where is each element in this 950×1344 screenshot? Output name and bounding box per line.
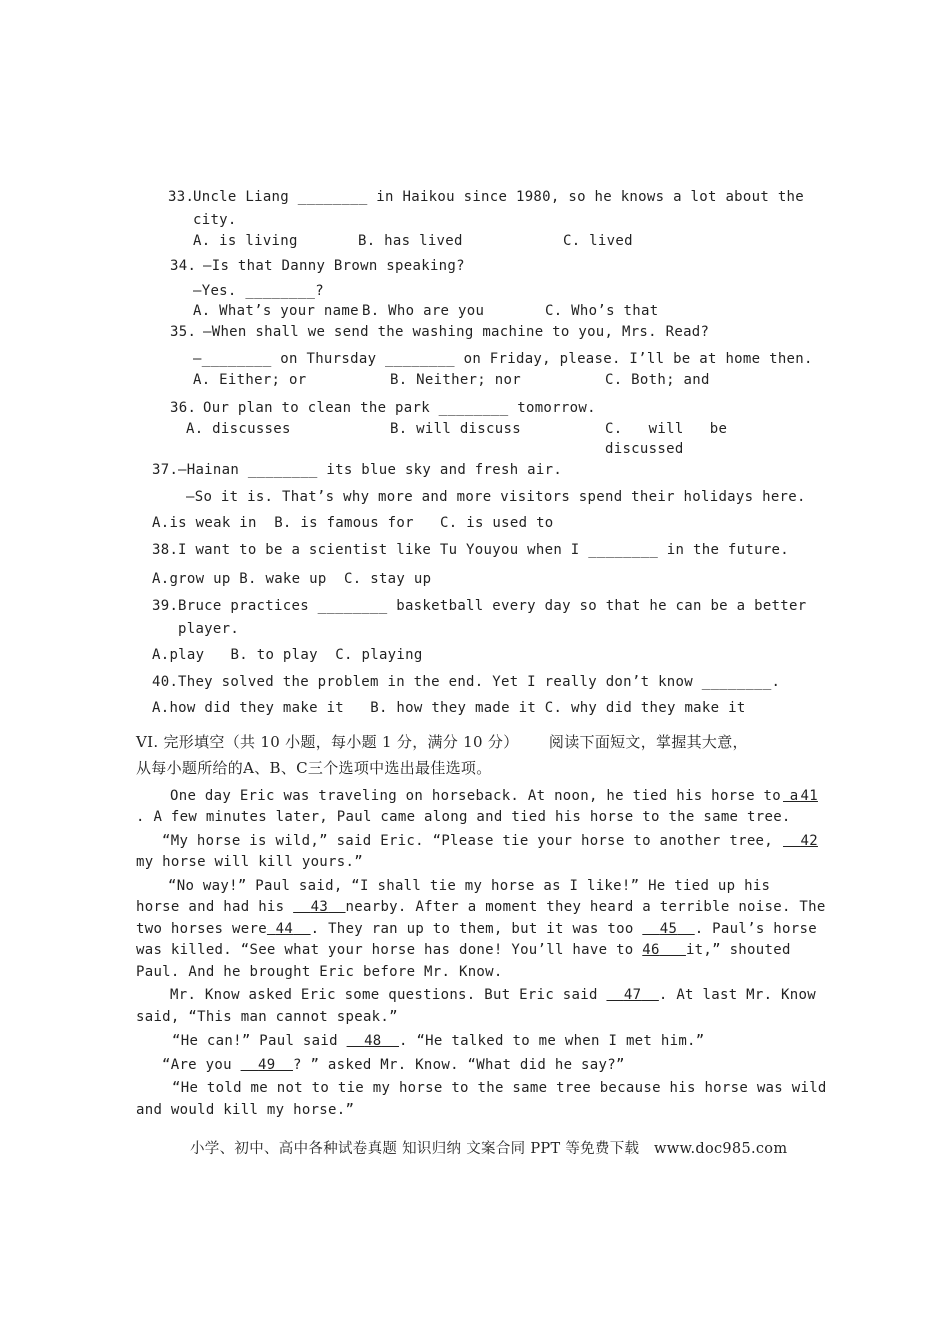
q39-stem-cont: player. [178, 621, 240, 637]
blank-42: 42 [800, 833, 818, 849]
q33-option-a: A. is living [193, 233, 298, 249]
q35-reply: —________ on Thursday ________ on Friday, please. I’ll be at home then. [193, 351, 813, 367]
q37-reply: —So it is. That’s why more and more visitors spend their holidays here. [186, 489, 806, 505]
q40-stem: They solved the problem in the end. Yet I really don’t know ________. [178, 674, 781, 690]
q37-stem: —Hainan ________ its blue sky and fresh air. [178, 462, 563, 478]
passage-line: One day Eric was traveling on horseback. At noon, he tied his horse to a [170, 788, 799, 804]
q33-stem: Uncle Liang ________ in Haikou since 1980, so he knows a lot about the [193, 189, 805, 205]
q35-option-c: C. Both; and [605, 372, 710, 388]
passage-line: “My horse is wild,” said Eric. “Please tie your horse to another tree, [162, 833, 774, 849]
passage-line: two horses were 44 . They ran up to them, but it was too 45 . Paul’s horse [136, 921, 817, 937]
blank-41: 41 [800, 788, 818, 804]
passage-line: horse and had his 43 nearby. After a moment they heard a terrible noise. The [136, 899, 826, 915]
q36-option-c: C. will be [605, 421, 728, 437]
q36-number: 36. [170, 400, 197, 416]
passage-line: . A few minutes later, Paul came along and tied his horse to the same tree. [136, 809, 791, 825]
passage-line: Mr. Know asked Eric some questions. But Eric said 47 . At last Mr. Know [170, 987, 816, 1003]
passage-line: “No way!” Paul said, “I shall tie my horse as I like!” He tied up his [168, 878, 771, 894]
q39-stem: Bruce practices ________ basketball every day so that he can be a better [178, 598, 807, 614]
q36-option-a: A. discusses [186, 421, 291, 437]
passage-line: “Are you 49 ? ” asked Mr. Know. “What did he say?” [162, 1057, 625, 1073]
q34-option-b: B. Who are you [362, 303, 485, 319]
section-6-title: VI. 完形填空（共 10 小题，每小题 1 分，满分 10 分） 阅读下面短文，掌握其大意， [136, 733, 748, 751]
q37-number: 37. [152, 462, 179, 478]
passage-line: said, “This man cannot speak.” [136, 1009, 398, 1025]
passage-line: was killed. “See what your horse has done! You’ll have to 46 it,” shouted [136, 942, 791, 958]
passage-line: Paul. And he brought Eric before Mr. Know. [136, 964, 503, 980]
q35-option-a: A. Either; or [193, 372, 307, 388]
passage-line: “He told me not to tie my horse to the same tree because his horse was wild [172, 1080, 827, 1096]
section-6-instructions: 从每小题所给的A、B、C三个选项中选出最佳选项。 [136, 759, 492, 777]
passage-line: my horse will kill yours.” [136, 854, 363, 870]
q35-stem: —When shall we send the washing machine to you, Mrs. Read? [203, 324, 710, 340]
q39-options: A.play B. to play C. playing [152, 647, 423, 663]
footer-text: 小学、初中、高中各种试卷真题 知识归纳 文案合同 PPT 等免费下载 www.doc985.com [190, 1141, 788, 1157]
q34-reply: —Yes. ________? [193, 283, 324, 299]
q33-number: 33. [168, 189, 195, 205]
q34-stem: —Is that Danny Brown speaking? [203, 258, 465, 274]
q35-option-b: B. Neither; nor [390, 372, 521, 388]
q37-options: A.is weak in B. is famous for C. is used to [152, 515, 554, 531]
q40-number: 40. [152, 674, 179, 690]
q33-stem-cont: city. [193, 212, 237, 228]
q33-option-c: C. lived [563, 233, 633, 249]
passage-line: “He can!” Paul said 48 . “He talked to me when I met him.” [172, 1033, 705, 1049]
passage-line: and would kill my horse.” [136, 1102, 355, 1118]
q36-option-c-cont: discussed [605, 441, 684, 457]
q35-number: 35. [170, 324, 197, 340]
q39-number: 39. [152, 598, 179, 614]
q33-option-b: B. has lived [358, 233, 463, 249]
q38-stem: I want to be a scientist like Tu Youyou when I ________ in the future. [178, 542, 790, 558]
q38-options: A.grow up B. wake up C. stay up [152, 571, 432, 587]
q38-number: 38. [152, 542, 179, 558]
q34-number: 34. [170, 258, 197, 274]
q36-stem: Our plan to clean the park ________ tomorrow. [203, 400, 596, 416]
q40-options: A.how did they make it B. how they made it C. why did they make it [152, 700, 746, 716]
q34-option-c: C. Who’s that [545, 303, 659, 319]
q36-option-b: B. will discuss [390, 421, 521, 437]
q34-option-a: A. What’s your name [193, 303, 359, 319]
